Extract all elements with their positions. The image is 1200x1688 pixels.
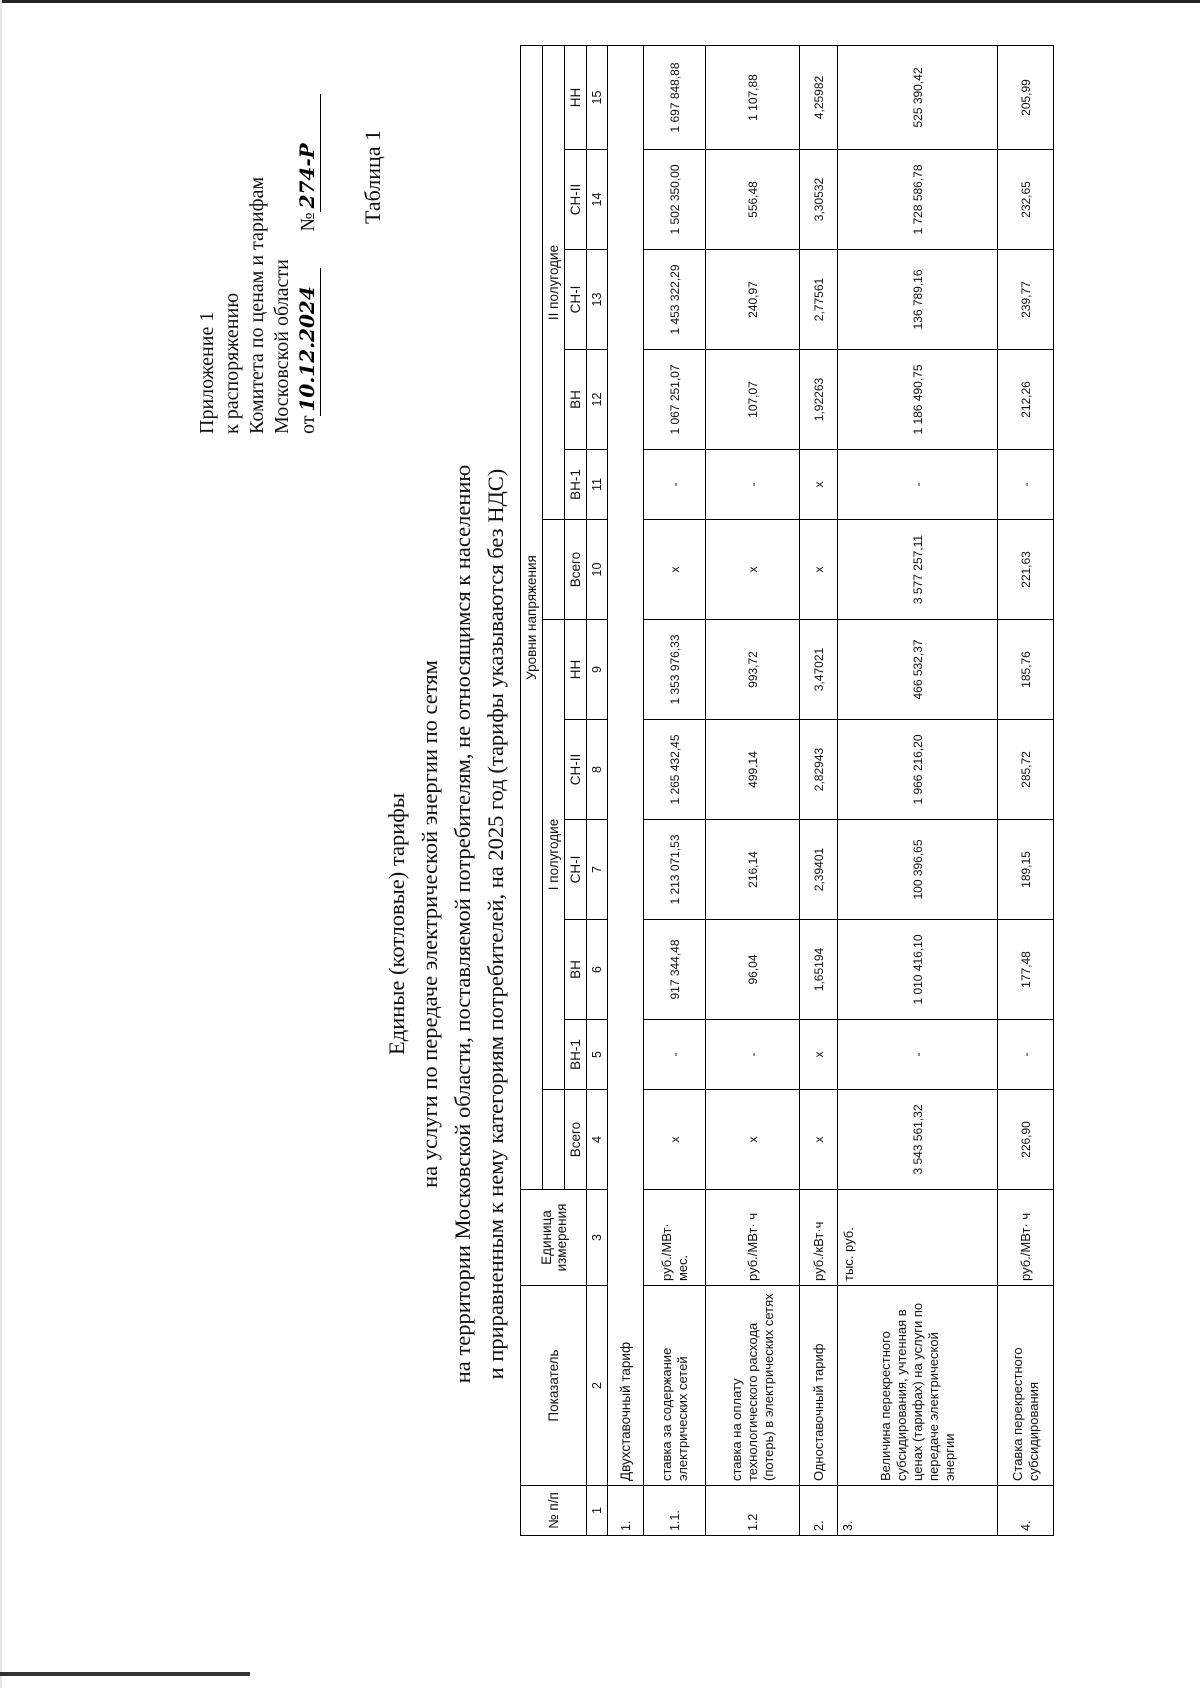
column-number: 5: [587, 1020, 608, 1090]
header-nn: НН: [565, 620, 587, 720]
tariff-table: [520, 45, 1054, 1536]
value-cell: 240,97: [706, 250, 800, 350]
value-cell: 1 010 416,10: [838, 920, 998, 1020]
value-cell: 189,15: [998, 820, 1054, 920]
scan-top-border: [0, 0, 1200, 3]
date-prefix: от: [297, 415, 319, 434]
handwritten-date: 10.12.2024: [295, 268, 321, 416]
header-nn: НН: [565, 45, 587, 149]
title-line-1: Единые (котловые) тарифы: [384, 793, 409, 1055]
value-cell: 1 966 216,20: [838, 720, 998, 820]
column-number: 7: [587, 820, 608, 920]
column-number: 6: [587, 920, 608, 1020]
header-indicator: Показатель: [521, 1286, 587, 1486]
value-cell: 100 396,65: [838, 820, 998, 920]
value-cell: 917 344,48: [644, 920, 706, 1020]
value-cell: 232,65: [998, 150, 1054, 250]
value-cell: 1 067 251,07: [644, 350, 706, 450]
header-row-1: [521, 45, 543, 1535]
value-cell: 1 186 490,75: [838, 350, 998, 450]
column-number: 15: [587, 45, 608, 149]
row-unit: руб./МВт· ч: [706, 1190, 800, 1286]
value-cell: 499,14: [706, 720, 800, 820]
table-label: Таблица 1: [360, 129, 385, 224]
title-line-4: и приравненным к нему категориям потребителей, на 2025 год (тарифы указываются без НДС): [483, 468, 508, 1380]
column-number: 3: [587, 1190, 608, 1286]
value-cell: 212,26: [998, 350, 1054, 450]
value-cell: x: [706, 520, 800, 620]
section-label: Двухставочный тариф: [608, 45, 644, 1485]
row-indicator: Одноставочный тариф: [800, 1286, 838, 1486]
value-cell: 2,39401: [800, 820, 838, 920]
column-number: 1: [587, 1486, 608, 1536]
value-cell: 993,72: [706, 620, 800, 720]
appendix-date-number-line: [295, 94, 321, 434]
header-half2-spacer: [543, 520, 565, 620]
column-number: 10: [587, 520, 608, 620]
header-half-2: II полугодие: [543, 45, 565, 519]
value-cell: 226,90: [998, 1090, 1054, 1190]
title-line-2: на услуги по передаче электрической энергии по сетям: [417, 660, 442, 1188]
header-sn1: СН-I: [565, 250, 587, 350]
document-sheet: [50, 64, 1150, 1624]
value-cell: 1 502 350,00: [644, 150, 706, 250]
value-cell: 1 728 586,78: [838, 150, 998, 250]
row-indicator: ставка на оплату технологического расхода (потерь) в электрических сетях: [706, 1286, 800, 1486]
value-cell: 216,14: [706, 820, 800, 920]
header-sn2: СН-II: [565, 150, 587, 250]
appendix-line-3: Комитета по ценам и тарифам: [246, 176, 268, 434]
value-cell: -: [644, 450, 706, 520]
value-cell: 556,48: [706, 150, 800, 250]
value-cell: x: [644, 520, 706, 620]
row-number: 1.2: [706, 1486, 800, 1536]
value-cell: 96,04: [706, 920, 800, 1020]
table-row: [706, 45, 800, 1535]
value-cell: 205,99: [998, 45, 1054, 149]
value-cell: x: [706, 1090, 800, 1190]
value-cell: -: [838, 450, 998, 520]
column-number: 14: [587, 150, 608, 250]
value-cell: 107,07: [706, 350, 800, 450]
appendix-line-2: к распоряжению: [221, 292, 243, 434]
value-cell: 1 353 976,33: [644, 620, 706, 720]
value-cell: 221,63: [998, 520, 1054, 620]
number-prefix: №: [297, 212, 319, 232]
row-unit: руб./МВт· мес.: [644, 1190, 706, 1286]
table-row: [998, 45, 1054, 1535]
header-no: № п/п: [521, 1486, 587, 1536]
handwritten-number: 274-Р: [295, 94, 321, 212]
row-indicator: ставка за содержание электрических сетей: [644, 1286, 706, 1486]
column-number: 8: [587, 720, 608, 820]
value-cell: 185,76: [998, 620, 1054, 720]
value-cell: 466 532,37: [838, 620, 998, 720]
row-number: 1.: [608, 1486, 644, 1536]
row-number: 4.: [998, 1486, 1054, 1536]
value-cell: 3 543 561,32: [838, 1090, 998, 1190]
scan-bottom-mark: [0, 1672, 250, 1676]
value-cell: 1,92263: [800, 350, 838, 450]
row-number: 3.: [838, 1486, 998, 1536]
scan-left-edge: [0, 0, 2, 1688]
table-row: [800, 45, 838, 1535]
row-number: 1.1.: [644, 1486, 706, 1536]
row-unit: руб./МВт· ч: [998, 1190, 1054, 1286]
row-indicator: Ставка перекрестного субсидирования: [998, 1286, 1054, 1486]
row-unit: тыс. руб.: [838, 1190, 998, 1286]
header-sn2: СН-II: [565, 720, 587, 820]
header-voltage-levels: Уровни напряжения: [521, 45, 543, 1189]
value-cell: 1 213 071,53: [644, 820, 706, 920]
value-cell: 2,82943: [800, 720, 838, 820]
value-cell: 1 265 432,45: [644, 720, 706, 820]
value-cell: x: [800, 1090, 838, 1190]
column-number: 2: [587, 1286, 608, 1486]
value-cell: x: [800, 1020, 838, 1090]
value-cell: -: [998, 450, 1054, 520]
value-cell: 4,25982: [800, 45, 838, 149]
value-cell: -: [644, 1020, 706, 1090]
header-total: Всего: [565, 1090, 587, 1190]
header-half-1: I полугодие: [543, 620, 565, 1090]
section-row-two-rate: [608, 45, 644, 1535]
column-number: 9: [587, 620, 608, 720]
header-vn: ВН: [565, 350, 587, 450]
column-number: 13: [587, 250, 608, 350]
header-sn1: СН-I: [565, 820, 587, 920]
column-number: 4: [587, 1090, 608, 1190]
header-vn1: ВН-1: [565, 450, 587, 520]
column-number: 11: [587, 450, 608, 520]
value-cell: x: [800, 450, 838, 520]
value-cell: 2,77561: [800, 250, 838, 350]
appendix-line-4: Московской области: [271, 259, 293, 434]
value-cell: 285,72: [998, 720, 1054, 820]
value-cell: 3,47021: [800, 620, 838, 720]
document-title: [380, 374, 512, 1474]
value-cell: 136 789,16: [838, 250, 998, 350]
row-indicator: Величина перекрестного субсидирования, учтенная в ценах (тарифах) на услуги по передаче электрической энергии: [838, 1286, 998, 1486]
value-cell: x: [800, 520, 838, 620]
value-cell: 3,30532: [800, 150, 838, 250]
header-vn: ВН: [565, 920, 587, 1020]
value-cell: 239,77: [998, 250, 1054, 350]
row-number: 2.: [800, 1486, 838, 1536]
value-cell: 177,48: [998, 920, 1054, 1020]
value-cell: -: [838, 1020, 998, 1090]
value-cell: -: [706, 450, 800, 520]
row-unit: руб./кВт·ч: [800, 1190, 838, 1286]
value-cell: x: [644, 1090, 706, 1190]
value-cell: -: [706, 1020, 800, 1090]
value-cell: -: [998, 1020, 1054, 1090]
value-cell: 525 390,42: [838, 45, 998, 149]
header-vn1: ВН-1: [565, 1020, 587, 1090]
value-cell: 3 577 257,11: [838, 520, 998, 620]
column-number-row: [587, 45, 608, 1535]
title-line-3: на территории Московской области, поставляемой потребителям, не относящимся к населению: [450, 464, 475, 1384]
column-number: 12: [587, 350, 608, 450]
header-half1-spacer: [543, 1090, 565, 1190]
header-unit: Единица измерения: [521, 1190, 587, 1286]
value-cell: 1 453 322,29: [644, 250, 706, 350]
value-cell: 1,65194: [800, 920, 838, 1020]
value-cell: 1 107,88: [706, 45, 800, 149]
table-row: [644, 45, 706, 1535]
appendix-block: [195, 94, 321, 434]
table-row: [838, 45, 998, 1535]
appendix-line-1: Приложение 1: [196, 311, 218, 434]
value-cell: 1 697 848,88: [644, 45, 706, 149]
header-total: Всего: [565, 520, 587, 620]
